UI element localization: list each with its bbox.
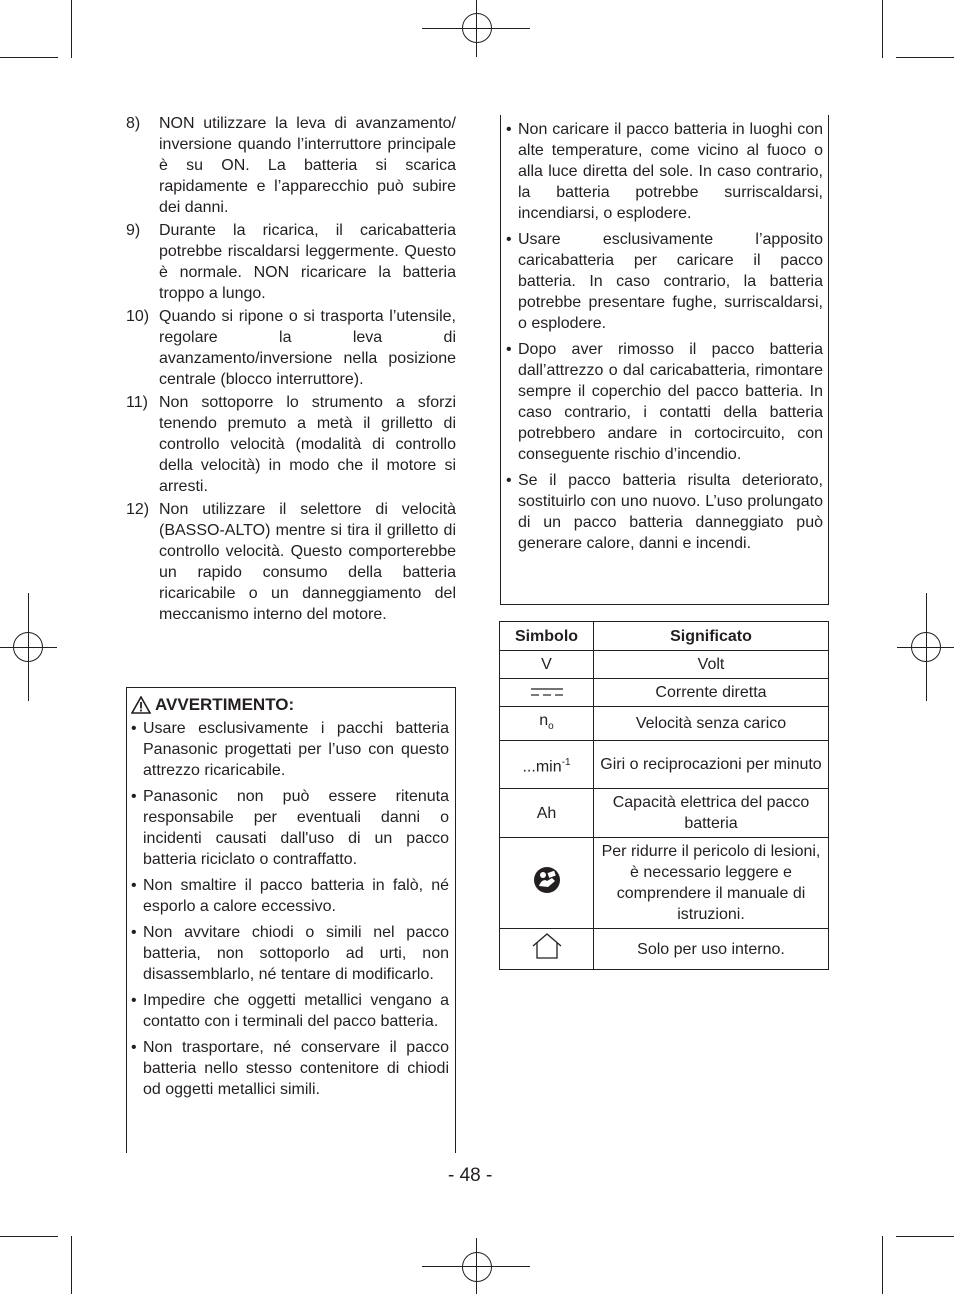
list-item: 8) NON utilizzare la leva di avanzamento/ inversione quando l’interruttore principale è su ON. La batteria si scarica rapidamente e l’apparecchio può subire dei danni. [126,115,456,216]
page-number: - 48 - [448,1165,493,1186]
table-row: Ah Capacità elettrica del pacco batteria [500,789,829,838]
list-item: 12) Non utilizzare il selettore di velocità (BASSO-ALTO) mentre si tira il grilletto di controllo velocità. Questo comporterebbe un rapido consumo della batteria ricaricabile o un danneggiamento del meccanismo interno del motore. [126,501,456,623]
registration-circle [13,632,43,662]
crop-mark [71,1236,72,1294]
registration-circle [462,1252,492,1282]
list-item: • Usare esclusivamente l’apposito caricabatteria per caricare il pacco batteria. In caso contrario, la batteria potrebbe presentare fughe, surriscaldarsi, o esplodere. [506,231,823,332]
table-row: $...\min^{-1}$ Giri o reciprocazioni per minuto [500,741,829,789]
crop-mark [882,1236,883,1294]
list-item: • Impedire che oggetti metallici vengano a contatto con i terminali del pacco batteria. [131,992,449,1030]
list-item: • Non avvitare chiodi o simili nel pacco batteria, non sottoporlo ad urti, non disassemblarlo, né tentare di modificarlo. [131,924,449,983]
list-item: • Usare esclusivamente i pacchi batteria Panasonic progettati per l’uso con questo attrezzo ricaricabile. [131,720,449,779]
table-row: $n_o$ Velocità senza carico [500,707,829,741]
symbol-table [499,621,829,970]
table-row: Solo per uso interno. [500,929,829,970]
table-header: Simbolo Significato [500,622,829,651]
list-item: • Se il pacco batteria risulta deteriorato, sostituirlo con uno nuovo. L’uso prolungato di un pacco batteria danneggiato può generare calore, danni e incendi. [506,472,823,552]
list-item: • Non trasportare, né conservare il pacco batteria nello stesso contenitore di chiodi od oggetti metallici simili. [131,1039,449,1098]
table-row: Per ridurre il pericolo di lesioni, è necessario leggere e comprendere il manuale di istruzioni. [500,838,829,929]
list-item: • Non smaltire il pacco batteria in falò, né esporlo a calore eccessivo. [131,877,449,915]
warning-box-continued [500,115,829,605]
direct-current-symbol [500,679,594,707]
list-item: 11) Non sottoporre lo strumento a sforzi tenendo premuto a metà il grilletto di controllo velocità (modalità di controllo della velocità) in modo che il motore si arresti. [126,394,456,495]
crop-mark [896,57,954,58]
crop-mark [0,57,58,58]
crop-mark [882,0,883,58]
numbered-list [126,113,456,627]
table-row: V Volt [500,651,829,679]
list-item: • Dopo aver rimosso il pacco batteria dall’attrezzo o dal caricabatteria, rimontare sempre il coperchio del pacco batteria. In caso contrario, i contatti della batteria potrebbero andare in cortocircuito, con conseguente rischio d’incendio. [506,341,823,463]
list-item: 10) Quando si ripone o si trasporta l’utensile, regolare la leva di avanzamento/inversione nella posizione centrale (blocco interruttore). [126,308,456,388]
crop-mark [71,0,72,58]
list-item: • Panasonic non può essere ritenuta responsabile per eventuali danni o incidenti causati dall'uso di un pacco batteria riciclato o contraffatto. [131,788,449,868]
warning-triangle-icon [131,696,151,714]
crop-mark [0,1236,58,1237]
warning-box [126,687,456,1153]
warning-title: AVVERTIMENTO: [131,694,449,715]
crop-mark [896,1236,954,1237]
direct-current-icon [530,687,564,697]
read-manual-icon [533,866,561,894]
table-row: Corrente diretta [500,679,829,707]
indoor-house-icon [530,932,564,960]
registration-circle [911,632,941,662]
registration-circle [462,13,492,43]
list-item: • Non caricare il pacco batteria in luoghi con alte temperature, come vicino al fuoco o alla luce diretta del sole. In caso contrario, la batteria potrebbe surriscaldarsi, incendiarsi, o esplodere. [506,121,823,222]
list-item: 9) Durante la ricarica, il caricabatteria potrebbe riscaldarsi leggermente. Questo è normale. NON ricaricare la batteria troppo a lungo. [126,222,456,302]
